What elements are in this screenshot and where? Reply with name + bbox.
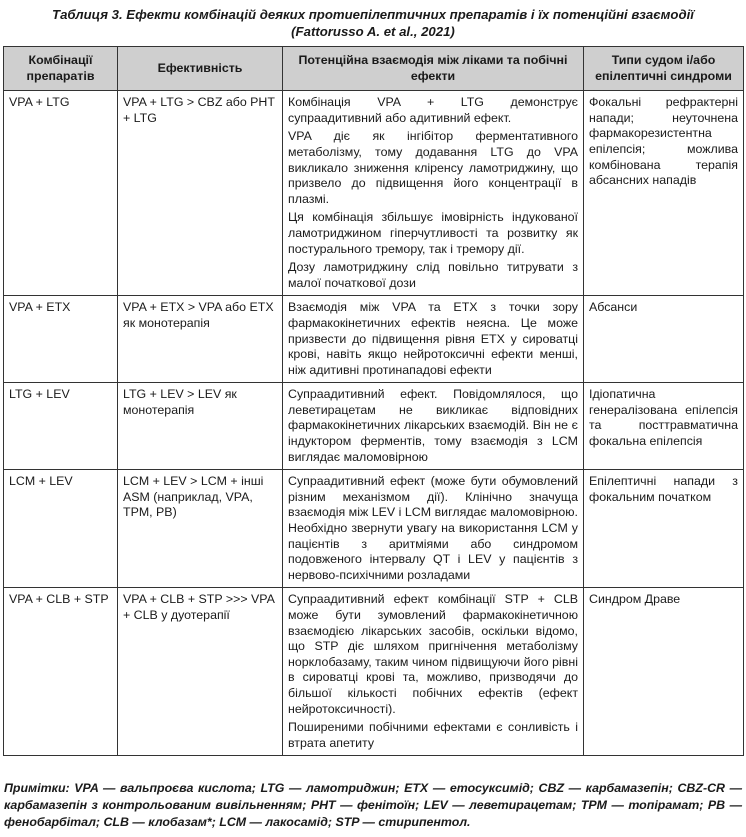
interaction-cell bbox=[283, 91, 584, 296]
interaction-cell bbox=[283, 470, 584, 588]
interaction-cell bbox=[283, 383, 584, 470]
table-row bbox=[4, 470, 744, 588]
header-seizure-types: Типи судом і/або епілептичні синдроми bbox=[584, 47, 744, 91]
table-row bbox=[4, 588, 744, 756]
table-title bbox=[0, 6, 746, 40]
interaction-paragraph: Супраадитивний ефект (може бути обумовлений різним механізмом дії). Клінічно значуща взаємодія між LEV і LCM виглядає маломовірною. Необхідно звернути увагу на використання LCM у пацієнтів з аритміями або синдромом подовженого інтервалу QT і LEV у пацієнтів з нервово-психічними розладами bbox=[288, 474, 578, 582]
interaction-cell bbox=[283, 296, 584, 383]
seizure-types-cell: Фокальні рефрактерні напади; неуточнена фармакорезистентна епілепсія; можлива комбінована терапія абсансних нападів bbox=[584, 91, 744, 296]
efficacy-cell: LTG + LEV > LEV як монотерапія bbox=[118, 383, 283, 470]
efficacy-cell: VPA + CLB + STP >>> VPA + CLB у дуотерапії bbox=[118, 588, 283, 756]
seizure-types-cell: Епілептичні напади з фокальним початком bbox=[584, 470, 744, 588]
combination-cell: LCM + LEV bbox=[4, 470, 118, 588]
seizure-types-cell: Синдром Драве bbox=[584, 588, 744, 756]
efficacy-cell: LCM + LEV > LCM + інші ASM (наприклад, VPA, TPM, PB) bbox=[118, 470, 283, 588]
interaction-paragraph: VPA діє як інгібітор ферментативного метаболізму, тому додавання LTG до VPA викликало зниження кліренсу ламотриджину, що призвело до підвищення його концентрації в плазмі. bbox=[288, 129, 578, 206]
efficacy-cell: VPA + ETX > VPA або ETX як монотерапія bbox=[118, 296, 283, 383]
table-title-source: (Fattorusso A. et al., 2021) bbox=[291, 24, 455, 39]
combination-cell: VPA + ETX bbox=[4, 296, 118, 383]
seizure-types-cell: Ідіопатична генералізована епілепсія та посттравматична фокальна епілепсія bbox=[584, 383, 744, 470]
table-row bbox=[4, 383, 744, 470]
combination-cell: VPA + CLB + STP bbox=[4, 588, 118, 756]
interaction-paragraph: Супраадитивний ефект. Повідомлялося, що леветирацетам не викликає відповідних фармакокінетичних лікарських взаємодій. Він не є індуктором ферментів, тому взаємодія з LCM виглядає маломовірною bbox=[288, 387, 578, 464]
combination-cell: LTG + LEV bbox=[4, 383, 118, 470]
interaction-paragraph: Супраадитивний ефект комбінації STP + CLB може бути зумовлений фармакокінетичною взаємодією лікарських засобів, оскільки відомо, що STP діє шляхом пригнічення метаболізму норклобазаму, таким чином підвищуючи його рівні в сироватці крові та, можливо, призводячи до більшої кількості побічних ефектів (ефект нейротоксичності). bbox=[288, 592, 578, 716]
efficacy-cell: VPA + LTG > CBZ або PHT + LTG bbox=[118, 91, 283, 296]
interaction-paragraph: Поширеними побічними ефектами є сонливість і втрата апетиту bbox=[288, 720, 578, 750]
header-combination: Комбінації препаратів bbox=[4, 47, 118, 91]
interaction-paragraph: Взаємодія між VPA та ETX з точки зору фармакокінетичних ефектів неясна. Це може призвести до підвищення рівня ETX у сироватці крові, навіть якщо нейротоксичні ефекти менші, ніж адитивні протинападові ефекти bbox=[288, 300, 578, 377]
table-notes: Примітки: VPA — вальпроєва кислота; LTG — ламотриджин; ETX — етосуксимід; CBZ — карбамазепін; CBZ-CR — карбамазепін з контрольованим вивільненням; PHT — фенітоїн; LEV — леветирацетам; TPM — топірамат; PB — фенобарбітал; CLB — клобазам*; LCM — лакосамід; STP — стирипентол. bbox=[4, 781, 742, 829]
interactions-table bbox=[3, 46, 744, 756]
interaction-paragraph: Ця комбінація збільшує імовірність індукованої ламотриджином гіперчутливості та розвитку як постурального тремору, так і тремору дії. bbox=[288, 210, 578, 256]
table-header-row bbox=[4, 47, 744, 91]
table-row bbox=[4, 296, 744, 383]
table-row bbox=[4, 91, 744, 296]
table-title-line1: Таблиця 3. Ефекти комбінацій деяких протиепілептичних препаратів і їх потенційні взаємодії bbox=[52, 7, 694, 22]
header-interaction: Потенційна взаємодія між ліками та побічні ефекти bbox=[283, 47, 584, 91]
interaction-paragraph: Дозу ламотриджину слід повільно титрувати з малої початкової дози bbox=[288, 260, 578, 290]
header-efficacy: Ефективність bbox=[118, 47, 283, 91]
seizure-types-cell: Абсанси bbox=[584, 296, 744, 383]
interaction-paragraph: Комбінація VPA + LTG демонструє супраадитивний або адитивний ефект. bbox=[288, 95, 578, 125]
combination-cell: VPA + LTG bbox=[4, 91, 118, 296]
interaction-cell bbox=[283, 588, 584, 756]
